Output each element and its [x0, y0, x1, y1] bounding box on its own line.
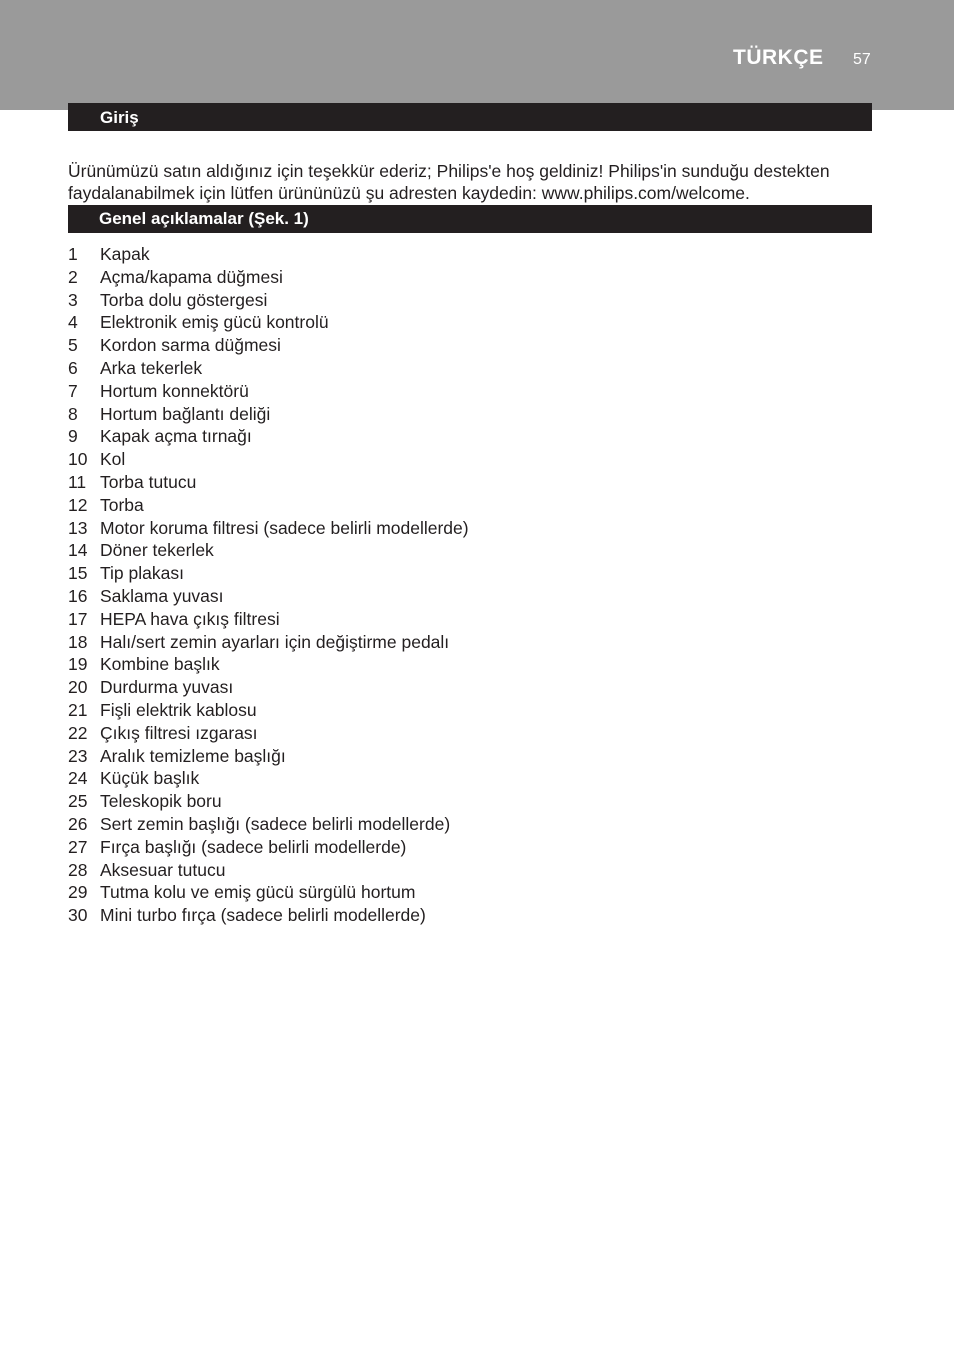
part-label: Aksesuar tutucu — [100, 859, 226, 880]
list-item — [68, 311, 469, 334]
list-item — [68, 471, 469, 494]
part-number: 21 — [68, 699, 88, 720]
part-label: Kapak açma tırnağı — [100, 426, 252, 447]
part-label: Açma/kapama düğmesi — [100, 266, 283, 287]
part-label: Hortum konnektörü — [100, 380, 249, 401]
part-number: 2 — [68, 266, 78, 287]
part-label: Çıkış filtresi ızgarası — [100, 722, 258, 743]
list-item — [68, 881, 469, 904]
part-number: 24 — [68, 768, 88, 789]
part-number: 16 — [68, 585, 88, 606]
part-number: 28 — [68, 859, 88, 880]
list-item — [68, 676, 469, 699]
part-label: Fırça başlığı (sadece belirli modellerde) — [100, 836, 407, 857]
part-number: 10 — [68, 449, 88, 470]
list-item — [68, 859, 469, 882]
intro-paragraph: Ürünümüzü satın aldığınız için teşekkür ederiz; Philips'e hoş geldiniz! Philips'in sunduğu destekten faydalanabilmek için lütfen ürününüzü şu adresten kaydedin: www.philips.com/welcome. — [68, 160, 830, 203]
part-label: Küçük başlık — [100, 768, 200, 789]
list-item — [68, 653, 469, 676]
list-item — [68, 790, 469, 813]
list-item — [68, 539, 469, 562]
list-item — [68, 745, 469, 768]
part-label: Durdurma yuvası — [100, 677, 234, 698]
part-label: Teleskopik boru — [100, 791, 222, 812]
part-number: 27 — [68, 836, 88, 857]
list-item — [68, 494, 469, 517]
list-item — [68, 631, 469, 654]
list-item — [68, 699, 469, 722]
part-label: Elektronik emiş gücü kontrolü — [100, 312, 329, 333]
section-title: Genel açıklamalar (Şek. 1) — [99, 209, 309, 228]
part-label: Torba dolu göstergesi — [100, 289, 268, 310]
part-number: 14 — [68, 540, 88, 561]
part-number: 8 — [68, 403, 78, 424]
list-item — [68, 836, 469, 859]
part-label: Saklama yuvası — [100, 585, 224, 606]
part-number: 29 — [68, 882, 88, 903]
list-item — [68, 608, 469, 631]
list-item — [68, 767, 469, 790]
list-item — [68, 380, 469, 403]
list-item — [68, 334, 469, 357]
part-label: HEPA hava çıkış filtresi — [100, 608, 280, 629]
part-number: 4 — [68, 312, 78, 333]
part-label: Tip plakası — [100, 563, 184, 584]
part-label: Fişli elektrik kablosu — [100, 699, 257, 720]
part-label: Hortum bağlantı deliği — [100, 403, 271, 424]
part-label: Kordon sarma düğmesi — [100, 335, 281, 356]
list-item — [68, 904, 469, 927]
section-title: Giriş — [100, 108, 139, 127]
part-number: 13 — [68, 517, 88, 538]
part-number: 12 — [68, 494, 88, 515]
part-label: Torba — [100, 494, 144, 515]
list-item — [68, 562, 469, 585]
section-header-intro — [68, 103, 872, 131]
part-number: 15 — [68, 563, 88, 584]
language-label: TÜRKÇE — [733, 46, 824, 69]
part-label: Halı/sert zemin ayarları için değiştirme pedalı — [100, 631, 450, 652]
section-header-description — [68, 205, 872, 233]
part-number: 25 — [68, 791, 88, 812]
list-item — [68, 266, 469, 289]
part-label: Motor koruma filtresi (sadece belirli modellerde) — [100, 517, 469, 538]
parts-list — [68, 243, 469, 927]
list-item — [68, 722, 469, 745]
list-item — [68, 585, 469, 608]
part-number: 6 — [68, 357, 78, 378]
part-number: 20 — [68, 677, 88, 698]
part-label: Sert zemin başlığı (sadece belirli modellerde) — [100, 813, 451, 834]
list-item — [68, 425, 469, 448]
part-label: Kapak — [100, 244, 150, 264]
part-number: 23 — [68, 745, 88, 766]
list-item — [68, 289, 469, 312]
list-item — [68, 357, 469, 380]
part-label: Torba tutucu — [100, 471, 197, 492]
part-label: Aralık temizleme başlığı — [100, 745, 286, 766]
part-label: Kombine başlık — [100, 654, 220, 675]
part-number: 9 — [68, 426, 78, 447]
part-label: Arka tekerlek — [100, 357, 203, 378]
part-number: 30 — [68, 905, 88, 926]
list-item — [68, 813, 469, 836]
list-item — [68, 403, 469, 426]
part-label: Döner tekerlek — [100, 540, 214, 561]
part-number: 17 — [68, 608, 88, 629]
part-number: 3 — [68, 289, 78, 310]
part-number: 1 — [68, 244, 78, 264]
part-label: Mini turbo fırça (sadece belirli modellerde) — [100, 905, 426, 926]
part-label: Kol — [100, 449, 126, 470]
header-band — [0, 0, 954, 110]
part-number: 18 — [68, 631, 88, 652]
part-number: 26 — [68, 813, 88, 834]
part-number: 7 — [68, 380, 78, 401]
list-item — [68, 448, 469, 471]
part-number: 11 — [68, 471, 87, 492]
part-number: 5 — [68, 335, 78, 356]
list-item — [68, 517, 469, 540]
page-number: 57 — [853, 51, 871, 68]
list-item — [68, 243, 469, 266]
part-label: Tutma kolu ve emiş gücü sürgülü hortum — [100, 882, 416, 903]
part-number: 22 — [68, 722, 88, 743]
part-number: 19 — [68, 654, 88, 675]
